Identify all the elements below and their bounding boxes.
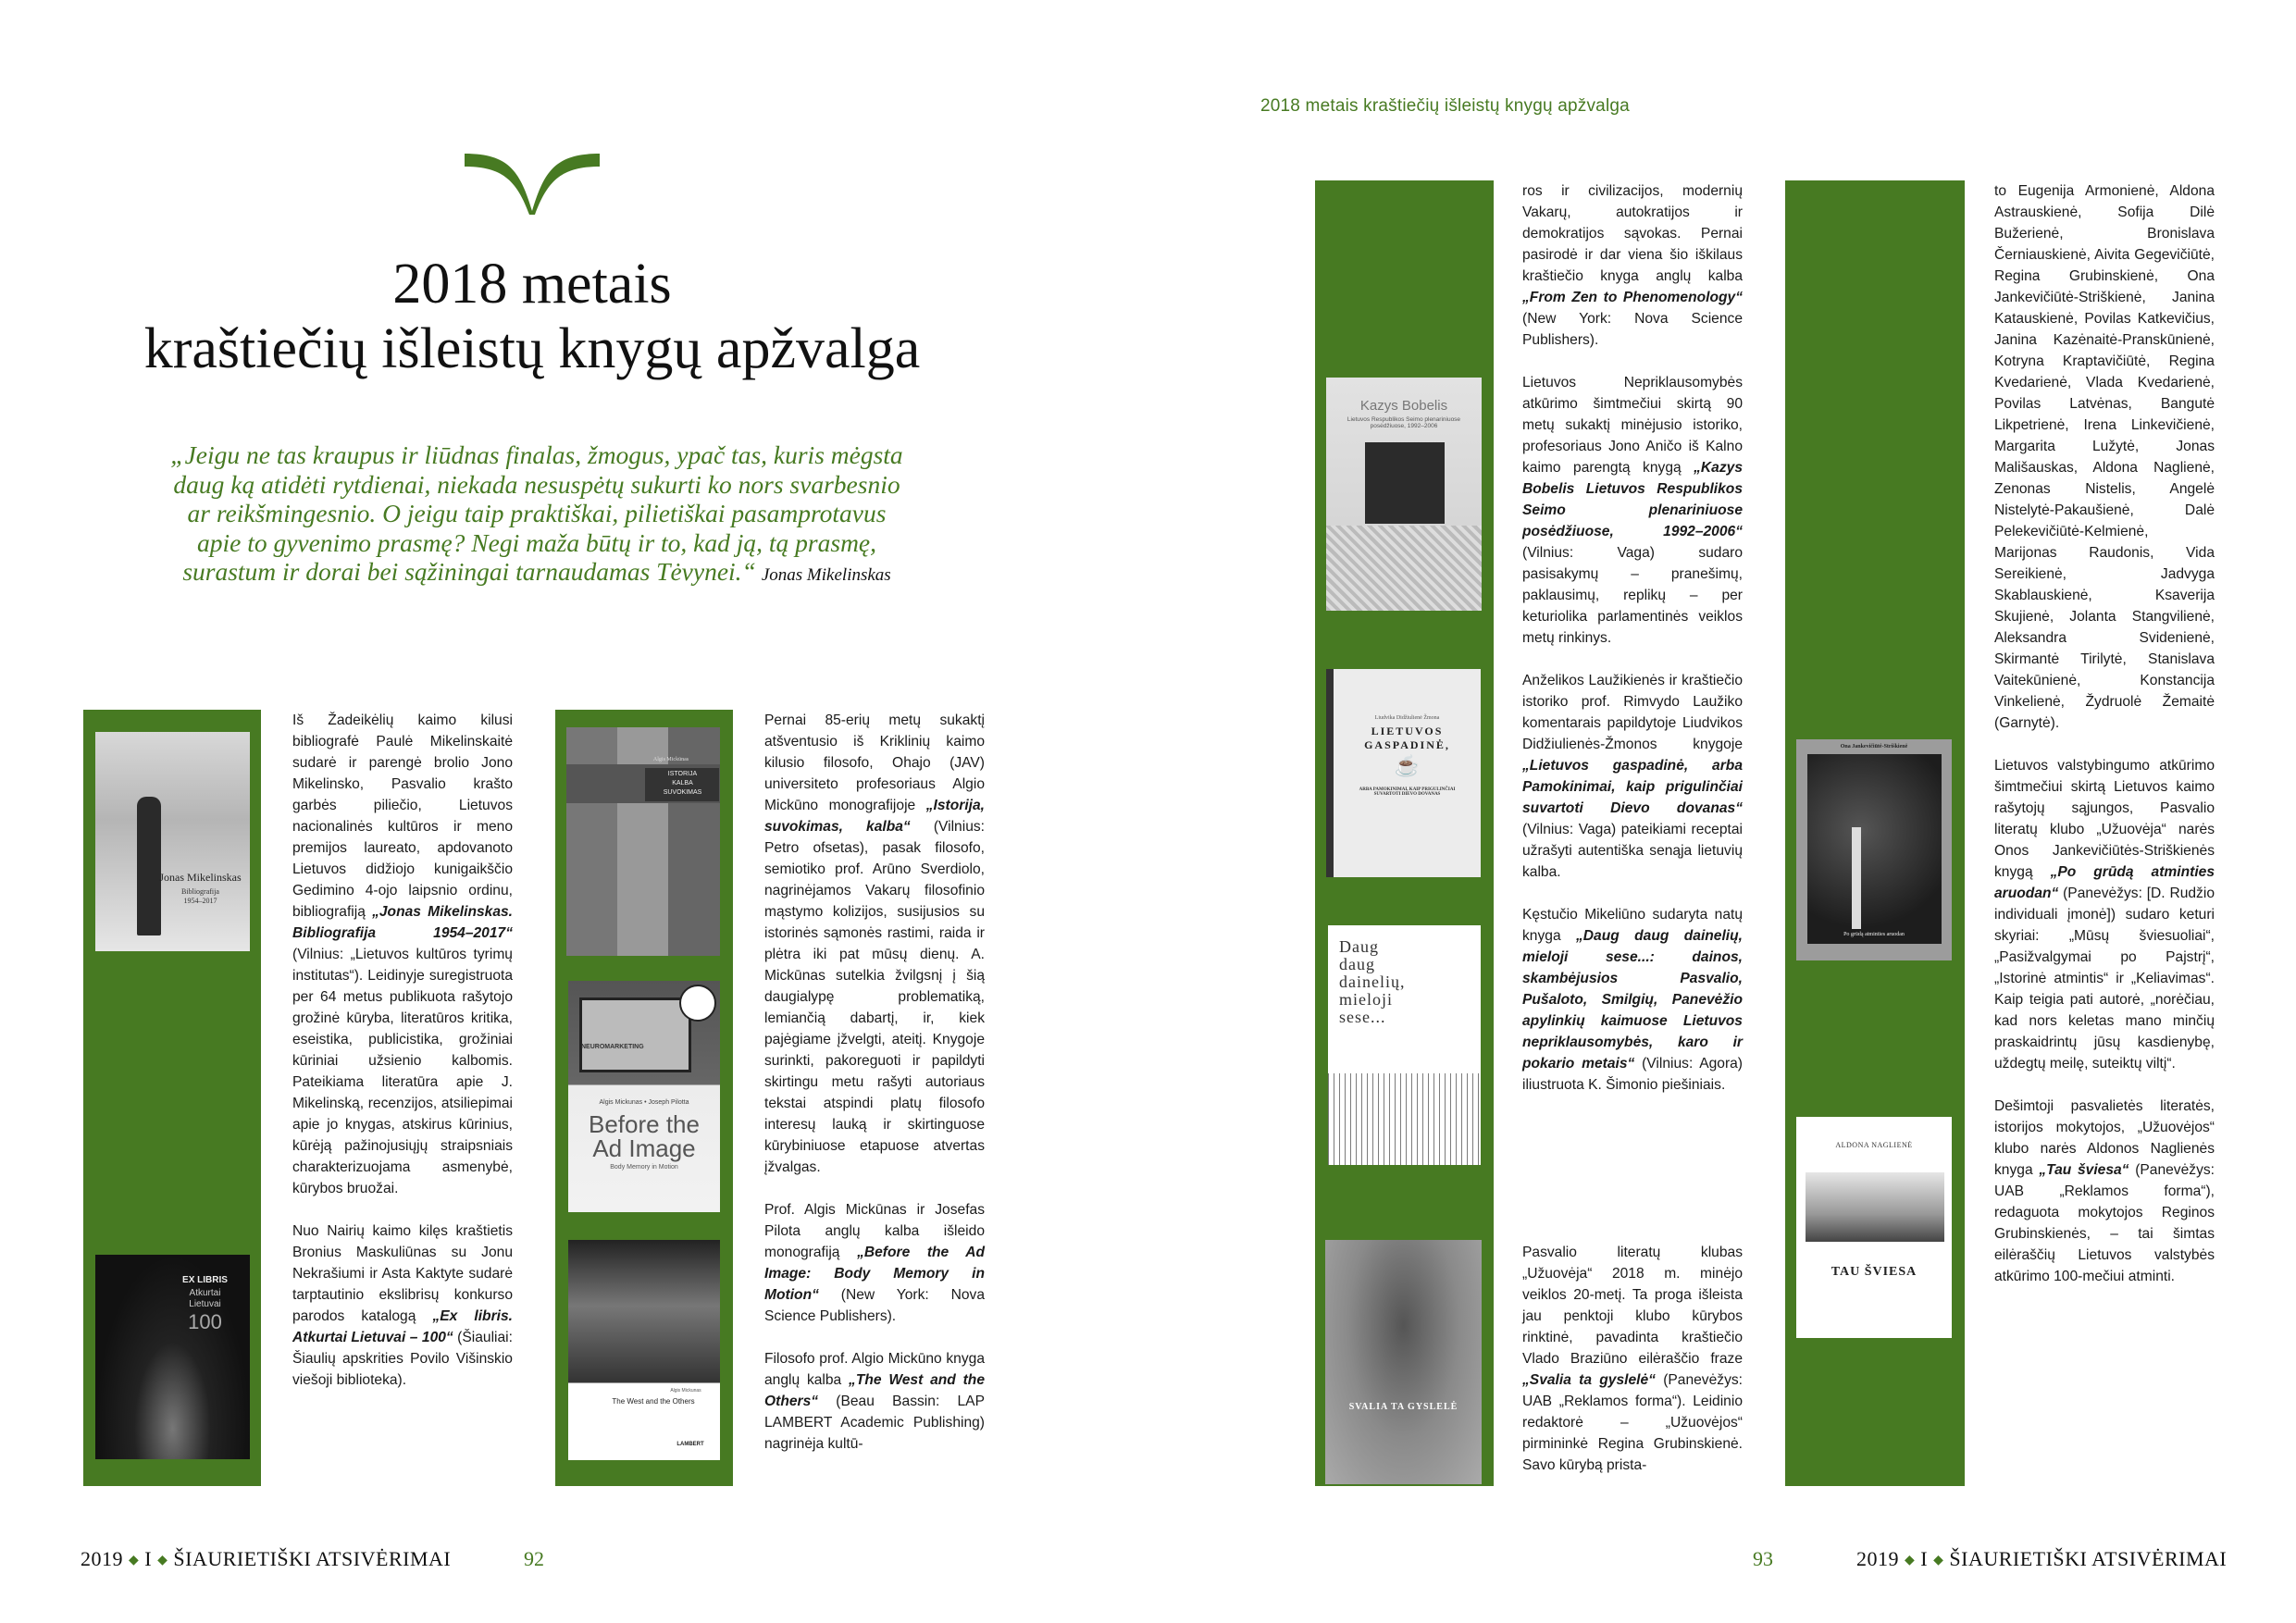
cover-title [1339, 938, 1405, 1026]
page-title [93, 252, 972, 381]
book-cover-mikelinskas [95, 732, 250, 951]
cover-title-line: mieloji [1339, 990, 1393, 1009]
footer-right [1856, 1547, 2227, 1571]
quote-author: Jonas Mikelinskas [761, 565, 891, 585]
text-run: Filosofo prof. Algio Mickūno knyga anglų kalba [764, 1351, 985, 1388]
cover-author: Algis Mickūnas [652, 757, 689, 762]
text-run: (Beau Bassin: LAP LAMBERT Academic Publishing) nagrinėja kultū- [764, 1394, 985, 1452]
cover-author: ALDONA NAGLIENĖ [1835, 1141, 1913, 1149]
footer-left [81, 1547, 451, 1571]
cover-line: EX LIBRIS [182, 1275, 228, 1285]
publisher-logo: LAMBERT [676, 1442, 704, 1447]
paragraph [764, 710, 985, 1178]
text-run: (Vilnius: Petro ofsetas), pasak filosofo, semiotiko prof. Arūno Sverdiolo, nagrinėjamos Vakarų filosofinio mąstymo kolizijos, susijusios su istorinės sąmonės rastimi, raida ir plėtra iki pat mūsų dienų. A. Mickūnas sutelkia žvilgsnį į šią daugialypę problematiką, lemiančią dabartį, ir, kiek pajėgiame įžvelgti, ateitį. Knygoje surinkti, pakoreguoti ir papildyti skirtingu metu rašyti autoriaus tekstai atspindi platų filosofo interesų lauką ir skirtinguose kūrybiniuose etapuose atvertas įžvalgas. [764, 819, 985, 1175]
cover-line: 100 [188, 1310, 222, 1333]
book-cover-po-gruda [1796, 739, 1952, 960]
text-run: (Šiauliai: Šiaulių apskrities Povilo Višinskio viešoji biblioteka). [292, 1330, 513, 1388]
book-cover-exlibris [95, 1255, 250, 1459]
cover-title-line: dainelių, [1339, 973, 1406, 991]
book-title: „Lietuvos gaspadinė, arba Pamokinimai, kaip prigulinčiai suvartoti Dievo dovanas“ [1522, 758, 1743, 816]
book-cover-kazys-bobelis [1326, 378, 1482, 611]
text-run: (Panevėžys: [D. Rudžio individuali įmonė]) sudaro keturi skyriai: „Mūsų šviesuoliai“, „Pasižvalgymai po Pajstrį“, „Istorinė atmintis“ ir „Keliavimas“. Kaip teigia pati autorė, „norėčiau, kad nors keletas mano minčių praskaidrintų jūsų kasdienybę, uždegtų meilę, suteiktų viltį“. [1994, 886, 2215, 1072]
v-mark-icon [463, 148, 602, 217]
diamond-icon: ◆ [157, 1554, 168, 1567]
page-number-left: 92 [524, 1547, 544, 1570]
diamond-icon: ◆ [1933, 1554, 1944, 1567]
book-cover-istorija [566, 727, 720, 956]
cover-line: SUVOKIMAS [663, 789, 702, 796]
book-title: „Before the Ad Image: Body Memory in Motion“ [764, 1245, 986, 1303]
cover-authors: Algis Mickunas • Joseph Pilotta [599, 1099, 689, 1106]
cover-title-line: Before the [589, 1110, 700, 1138]
text-run: Nuo Nairių kaimo kilęs kraštietis Bronius Maskuliūnas su Jonu Nekrašiumi ir Asta Kaktyte sudarė tarptautinio ekslibrisų konkurso parodos katalogą [292, 1223, 513, 1324]
cover-screen [579, 997, 691, 1072]
book-title: „Kazys Bobelis Lietuvos Respublikos Seimo plenariniuose posėdžiuose, 1992–2006“ [1522, 460, 1743, 539]
cover-title-line: Daug [1339, 937, 1379, 956]
wayside-cross-figure [1852, 827, 1861, 929]
diamond-icon: ◆ [1905, 1554, 1916, 1567]
book-cover-daug-daug-daineliu [1328, 925, 1481, 1165]
cover-subtitle: Body Memory in Motion [610, 1164, 678, 1171]
cover-line: Atkurtai [189, 1288, 221, 1298]
footer-magazine: ŠIAURIETIŠKI ATSIVĖRIMAI [173, 1547, 452, 1570]
paragraph [292, 1220, 513, 1391]
text-run: (Vilnius: Agora) iliustruota K. Šimonio piešiniais. [1522, 1056, 1743, 1093]
epigraph-quote [167, 440, 907, 590]
book-cover-before-the-ad-image [568, 981, 720, 1212]
teapot-icon: ☕ [1394, 754, 1421, 777]
paragraph [764, 1199, 985, 1327]
paragraph [292, 710, 513, 1199]
text-run: (Panevėžys: UAB „Reklamos forma“), redaguota mokytojos Reginos Grubinskienės, – tai šimtas eilėraščių Lietuvos valstybės atkūrimo 100-mečiui atminti. [1994, 1162, 2215, 1284]
text-run: (Vilnius: „Lietuvos kultūros tyrimų institutas“). Leidinyje suregistruota per 64 metus publikuota rašytojo grožinė kūryba, literatūros kritika, eseistika, publicistika, grožiniai kūriniai užsienio kalbomis. Pateikiama literatūra apie J. Mikelinską, recenzijos, atsiliepimai apie jo knygas, atskirus kūrinius, kūrėją pažinojusiųjų straipsniais charakterizuojama asmenybė, kūrybos bruožai. [292, 947, 513, 1196]
paragraph [1994, 180, 2215, 734]
text-run: Kęstučio Mikeliūno sudaryta natų knyga [1522, 907, 1743, 944]
footer-year: 2019 [1856, 1547, 1899, 1570]
footer-issue: I [1920, 1547, 1929, 1570]
text-run: Pasvalio literatų klubas „Užuovėja“ 2018 m. minėjo veiklos 20-metį. Ta proga išleista jau penktoji klubo kūrybos rinktinė, pavadinta kraštiečio Vlado Braziūno eilėraščio fraze [1522, 1245, 1743, 1367]
cover-pattern [1326, 526, 1482, 611]
cover-title-line: Ad Image [592, 1134, 696, 1162]
text-column-3 [1522, 180, 1743, 1117]
running-head: 2018 metais kraštiečių išleistų knygų apžvalga [1260, 96, 1630, 116]
book-cover-svalia-ta-gyslele [1325, 1240, 1482, 1484]
book-cover-the-west-and-the-others [568, 1240, 720, 1460]
paragraph [1994, 755, 2215, 1074]
page-number-right: 93 [1753, 1547, 1773, 1570]
cover-title-line: GASPADINĖ, [1364, 738, 1450, 751]
cover-title: The West and the Others [612, 1397, 695, 1406]
cover-title: Kazys Bobelis [1359, 398, 1448, 414]
paragraph [1522, 670, 1743, 883]
text-run: (New York: Nova Science Publishers). [1522, 311, 1743, 348]
cover-author: Algis Mickunas [670, 1388, 701, 1394]
paragraph [1522, 904, 1743, 1096]
text-run: (Vilnius: Vaga) sudaro pasisakymų – pranešimų, paklausimų, replikų – per keturiolika parlamentinės veiklos metų rinkinys. [1522, 545, 1743, 646]
text-run: (New York: Nova Science Publishers). [764, 1287, 985, 1324]
footer-year: 2019 [81, 1547, 123, 1570]
cover-photo [1807, 754, 1942, 944]
book-title: „Po grūdą atminties aruodan“ [1994, 864, 2215, 901]
text-column-3-lower [1522, 1242, 1743, 1497]
cover-line: KALBA [672, 780, 693, 787]
text-column-4 [1994, 180, 2215, 1308]
cover-subtitle: Bibliografija [181, 887, 219, 896]
text-run: (Panevėžys: UAB „Reklamos forma“). Leidinio redaktorė – „Užuovėjos“ pirmininkė Regina Grubinskienė. Savo kūrybą prista- [1522, 1372, 1743, 1473]
cover-screen-text: NEUROMARKETING [581, 1044, 644, 1050]
cover-photo [1806, 1172, 1944, 1242]
text-run: Lietuvos valstybingumo atkūrimo šimtmečiui skirtą Lietuvos kaimo rašytojų sąjungos, Pasvalio literatų klubo „Užuovėja“ narės Onos Jankevičiūtės-Striškienės knygą [1994, 758, 2215, 880]
quote-text: „Jeigu ne tas kraupus ir liūdnas finalas, žmogus, ypač tas, kuris mėgsta daug ką atidėti rytdienai, niekada nesuspėtų sukurti ko nors svarbesnio ar reikšmingesnio. O jeigu taip praktiškai, pilietiškai pasamprotavus apie to gyvenimo prasmę? Negi maža būtų ir to, kad ją, tą prasmę, surastum ir dorai bei sąžiningai tarnaudamas Tėvynei.“ [170, 440, 903, 586]
book-cover-tau-sviesa [1796, 1117, 1952, 1338]
text-run: Pernai 85-erių metų sukaktį atšventusio iš Kriklinių kaimo kilusio filosofo, Ohajo (JAV) universiteto profesoriaus Algio Mickūno monografijoje [764, 712, 985, 813]
book-title: „Svalia ta gyslelė“ [1522, 1372, 1656, 1388]
cover-title: TAU ŠVIESA [1831, 1265, 1917, 1279]
text-run: ros ir civilizacijos, modernių Vakarų, autokratijos ir demokratijos sąvokas. Pernai pasirodė ir dar viena šio iškilaus kraštiečio knyga anglų kalba [1522, 183, 1743, 284]
clock-icon [679, 985, 716, 1022]
title-line-1: 2018 metais [392, 253, 672, 316]
cover-photo-figure [137, 797, 161, 935]
cover-line: Lietuvai [189, 1299, 221, 1309]
diamond-icon: ◆ [129, 1554, 140, 1567]
footer-magazine: ŠIAURIETIŠKI ATSIVĖRIMAI [1949, 1547, 2228, 1570]
paragraph [1522, 180, 1743, 351]
text-run: Iš Žadeikėlių kaimo kilusi bibliografė Paulė Mikelinskaitė sudarė ir parengė brolio Jono Mikelinsko, Pasvalio krašto garbės piliečio, Lietuvos nacionalinės kultūros ir meno premijos laureato, apdovanoto Lietuvos didžiojo kunigaikščio Gedimino 4-ojo laipsnio ordinu, bibliografiją [292, 712, 513, 920]
cover-title: Po grūdą atminties aruodan [1843, 932, 1905, 937]
cover-years: 1954–2017 [183, 897, 217, 905]
cover-photo [1365, 442, 1445, 524]
book-title: „Daug daug dainelių, mieloji sese...: dainos, skambėjusios Pasvalio, Pušaloto, Smilgių, Panevėžio apylinkių kaimuose Lietuvos nepriklausomybės, karo ir pokario metais“ [1522, 928, 1743, 1072]
paragraph [1522, 1242, 1743, 1476]
cover-author: Ona Jankevičiūtė-Striškienė [1840, 744, 1908, 750]
book-title: „Tau šviesa“ [2039, 1162, 2129, 1178]
text-run: Anželikos Laužikienės ir kraštiečio istoriko prof. Rimvydo Laužiko komentarais papildytoje Liudvikos Didžiulienės-Žmonos knygoje [1522, 673, 1743, 752]
text-run: to Eugenija Armonienė, Aldona Astrauskienė, Sofija Dilė Bužerienė, Bronislava Černiauskienė, Aivita Gegevičiūtė, Regina Grubinskienė, Ona Jankevičiūtė-Striškienė, Janina Katauskienė, Povilas Katkevičius, Janina Kazėnaitė-Pranskūnienė, Kotryna Kraptavičiūtė, Regina Kvedarienė, Vlada Kvedarienė, Povilas Latvėnas, Bangutė Likpetrienė, Irena Linkevičienė, Margarita Lužytė, Jonas Mališauskas, Aldona Naglienė, Zenonas Nistelis, Angelė Nistelytė-Pakaušienė, Dalė Pelekevičiūtė-Kelmienė, Marijonas Raudonis, Vida Sereikienė, Jadvyga Skablauskienė, Ksaverija Skujienė, Jolanta Stangvilienė, Aleksandra Svidenienė, Skirmantė Tirilytė, Stanislava Vaitekūnienė, Konstancija Vinkelienė, Žydruolė Žemaitė (Garnytė). [1994, 183, 2215, 731]
cover-title: Jonas Mikelinskas [159, 871, 242, 884]
cover-title-line: LIETUVOS [1371, 725, 1444, 737]
book-title: „Ex libris. Atkurtai Lietuvai – 100“ [292, 1308, 513, 1345]
cover-illustration [1328, 1073, 1481, 1165]
cover-title-line: sese... [1339, 1008, 1386, 1026]
paragraph [1522, 372, 1743, 649]
text-run: Prof. Algis Mickūnas ir Josefas Pilota anglų kalba išleido monografiją [764, 1202, 985, 1260]
text-run: Lietuvos Nepriklausomybės atkūrimo šimtmečiui skirtą 90 metų sukaktį minėjusio istoriko, profesoriaus Jono Aničo iš Kalno kaimo parengtą knygą [1522, 375, 1743, 476]
book-title: „The West and the Others“ [764, 1372, 985, 1409]
book-title: „From Zen to Phenomenology“ [1522, 290, 1743, 305]
book-cover-lietuvos-gaspadine [1326, 669, 1481, 877]
text-run: (Vilnius: Vaga) pateikiami receptai užrašyti autentiška senąja lietuvių kalba. [1522, 822, 1743, 880]
title-line-2: kraštiečių išleistų knygų apžvalga [143, 317, 921, 380]
cover-title-line: daug [1339, 955, 1375, 973]
text-column-2 [764, 710, 985, 1476]
paragraph [1994, 1096, 2215, 1287]
text-column-1 [292, 710, 513, 1412]
footer-issue: I [144, 1547, 153, 1570]
text-run: Dešimtoji pasvalietės literatės, istorijos mokytojos, „Užuovėjos“ klubo narės Aldonos Naglienės knyga [1994, 1098, 2215, 1178]
cover-subtitle: ARBA PAMOKINIMAI, KAIP PRIGULINČIAI SUVARTOTI DIEVO DOVANAS [1359, 787, 1456, 797]
cover-line: ISTORIJA [667, 771, 698, 777]
cover-author: Liudvika Didžiulienė Žmona [1374, 715, 1440, 721]
book-title: „Istorija, suvokimas, kalba“ [764, 798, 985, 835]
book-title: „Jonas Mikelinskas. Bibliografija 1954–2017“ [292, 904, 514, 941]
cover-subtitle: Lietuvos Respublikos Seimo plenariniuose posėdžiuose, 1992–2006 [1347, 416, 1461, 429]
paragraph [764, 1348, 985, 1455]
cover-title: SVALIA TA GYSLELĖ [1348, 1402, 1458, 1412]
